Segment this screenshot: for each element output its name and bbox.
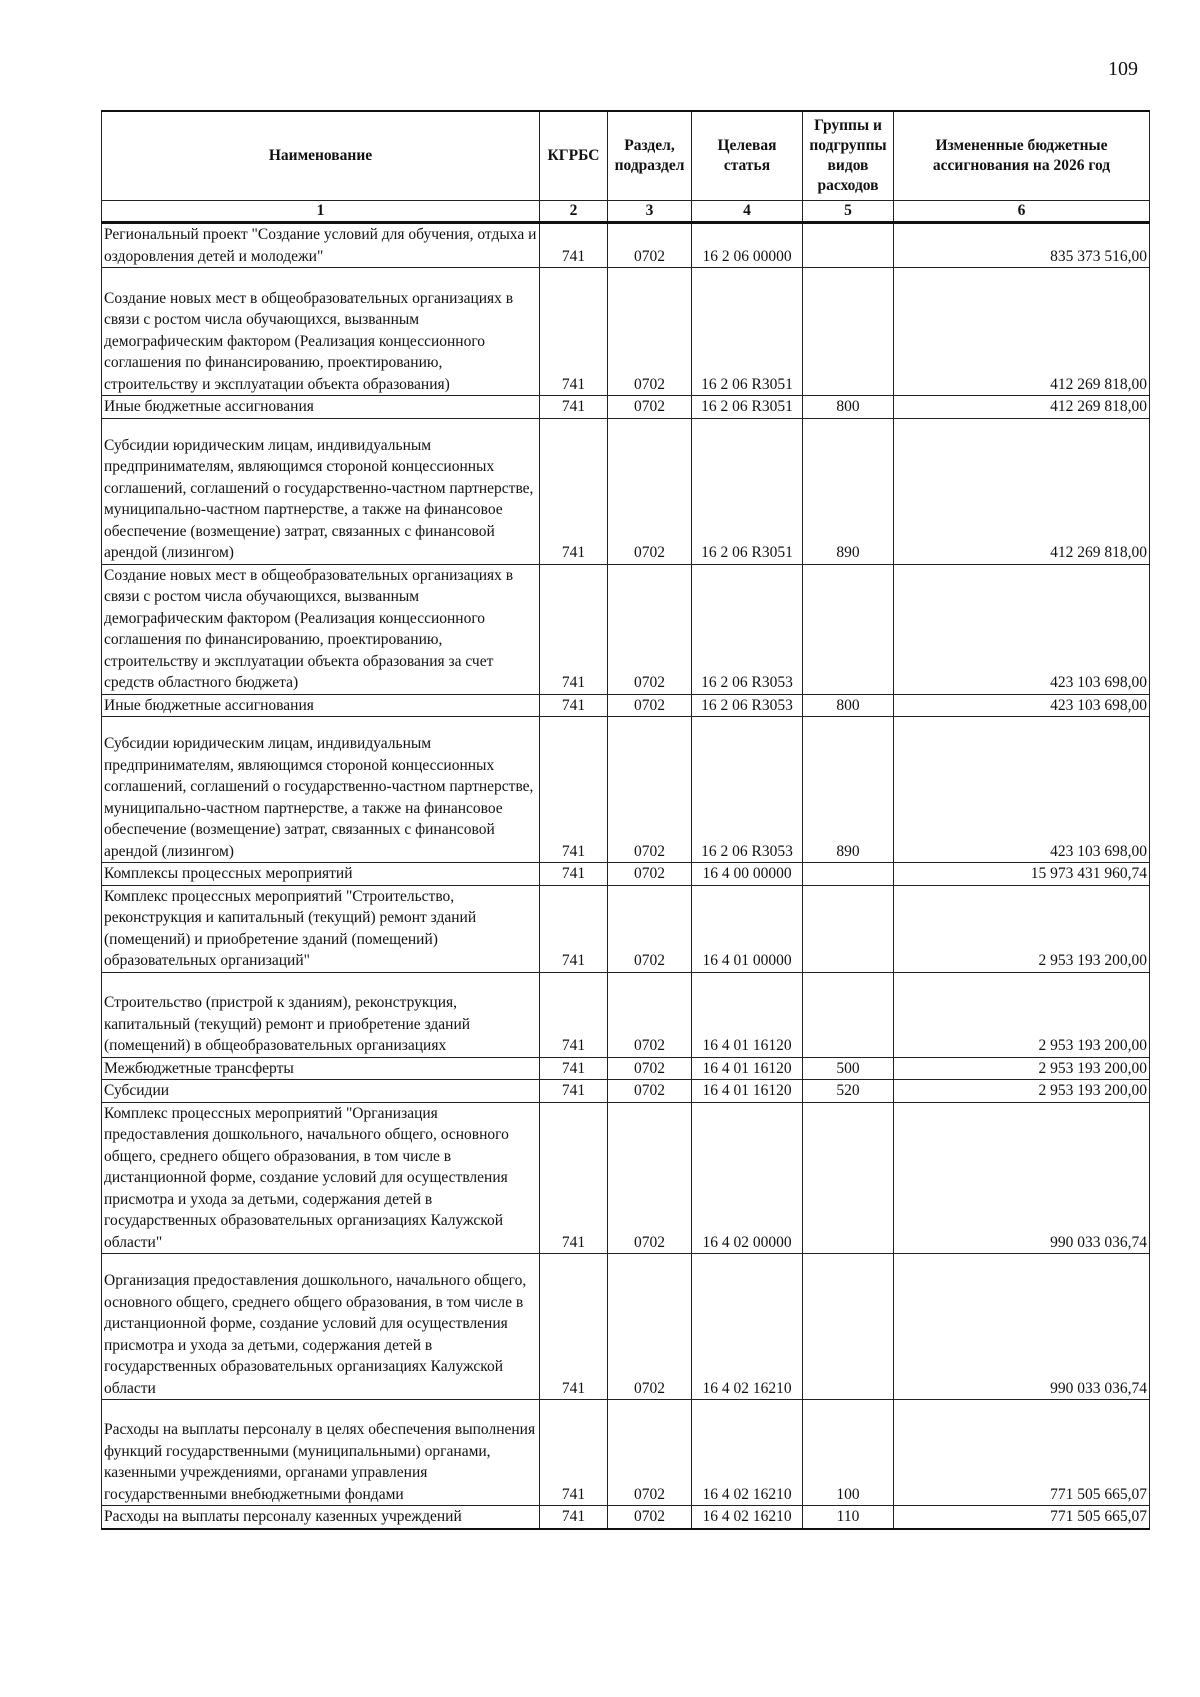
table-row xyxy=(102,564,1150,694)
row-amount: 2 953 193 200,00 xyxy=(894,1080,1150,1103)
table-row xyxy=(102,885,1150,972)
row-target: 16 4 01 16120 xyxy=(692,972,803,1057)
table-row xyxy=(102,418,1150,564)
row-name: Иные бюджетные ассигнования xyxy=(102,694,540,717)
row-name: Иные бюджетные ассигнования xyxy=(102,396,540,419)
row-kgrbs: 741 xyxy=(540,1057,608,1080)
row-section: 0702 xyxy=(608,1506,692,1529)
row-amount: 771 505 665,07 xyxy=(894,1400,1150,1506)
row-group: 890 xyxy=(803,418,894,564)
row-amount: 2 953 193 200,00 xyxy=(894,972,1150,1057)
row-section: 0702 xyxy=(608,396,692,419)
row-kgrbs: 741 xyxy=(540,972,608,1057)
row-target: 16 2 06 00000 xyxy=(692,223,803,268)
row-amount: 423 103 698,00 xyxy=(894,717,1150,863)
row-section: 0702 xyxy=(608,1057,692,1080)
row-amount: 2 953 193 200,00 xyxy=(894,885,1150,972)
row-amount: 835 373 516,00 xyxy=(894,223,1150,268)
row-group: 890 xyxy=(803,717,894,863)
row-group: 520 xyxy=(803,1080,894,1103)
row-target: 16 2 06 R3053 xyxy=(692,564,803,694)
row-amount: 771 505 665,07 xyxy=(894,1506,1150,1529)
table-row xyxy=(102,1400,1150,1506)
row-amount: 423 103 698,00 xyxy=(894,694,1150,717)
row-target: 16 2 06 R3051 xyxy=(692,418,803,564)
row-section: 0702 xyxy=(608,1080,692,1103)
col-number: 6 xyxy=(894,201,1150,223)
row-name: Расходы на выплаты персоналу в целях обеспечения выполнения функций государственными (муниципальными) органами, казенными учреждениями, органами управления государственными внебюджетными фондами xyxy=(102,1400,540,1506)
col-number: 5 xyxy=(803,201,894,223)
row-section: 0702 xyxy=(608,223,692,268)
row-target: 16 4 01 00000 xyxy=(692,885,803,972)
row-amount: 412 269 818,00 xyxy=(894,268,1150,396)
table-row xyxy=(102,1102,1150,1254)
row-amount: 15 973 431 960,74 xyxy=(894,863,1150,886)
row-section: 0702 xyxy=(608,1102,692,1254)
row-target: 16 4 02 16210 xyxy=(692,1254,803,1400)
table-body xyxy=(102,223,1150,1529)
col-header-section: Раздел, подраздел xyxy=(608,111,692,201)
table-row xyxy=(102,863,1150,886)
row-group xyxy=(803,1254,894,1400)
row-section: 0702 xyxy=(608,694,692,717)
table-row xyxy=(102,268,1150,396)
row-kgrbs: 741 xyxy=(540,1080,608,1103)
row-name: Субсидии юридическим лицам, индивидуальным предпринимателям, являющимся стороной концессионных соглашений, соглашений о государственно-частном партнерстве, муниципально-частном партнерстве, а также на финансовое обеспечение (возмещение) затрат, связанных с финансовой арендой (лизингом) xyxy=(102,418,540,564)
row-name: Субсидии xyxy=(102,1080,540,1103)
table-row xyxy=(102,1057,1150,1080)
row-target: 16 4 02 16210 xyxy=(692,1400,803,1506)
row-amount: 412 269 818,00 xyxy=(894,396,1150,419)
row-group: 500 xyxy=(803,1057,894,1080)
row-target: 16 2 06 R3053 xyxy=(692,694,803,717)
row-amount: 412 269 818,00 xyxy=(894,418,1150,564)
row-group: 800 xyxy=(803,694,894,717)
row-group xyxy=(803,564,894,694)
row-target: 16 4 00 00000 xyxy=(692,863,803,886)
row-section: 0702 xyxy=(608,972,692,1057)
row-group xyxy=(803,885,894,972)
row-section: 0702 xyxy=(608,885,692,972)
row-target: 16 4 02 16210 xyxy=(692,1506,803,1529)
row-amount: 2 953 193 200,00 xyxy=(894,1057,1150,1080)
page-number: 109 xyxy=(1108,58,1138,80)
table-row xyxy=(102,396,1150,419)
row-name: Комплекс процессных мероприятий "Строительство, реконструкция и капитальный (текущий) ремонт зданий (помещений) и приобретение зданий (помещений) образовательных организаций" xyxy=(102,885,540,972)
row-kgrbs: 741 xyxy=(540,1506,608,1529)
row-target: 16 4 01 16120 xyxy=(692,1080,803,1103)
row-name: Организация предоставления дошкольного, начального общего, основного общего, среднего общего образования, в том числе в дистанционной форме, создание условий для осуществления присмотра и ухода за детьми, содержания детей в государственных образовательных организациях Калужской области xyxy=(102,1254,540,1400)
row-section: 0702 xyxy=(608,863,692,886)
row-target: 16 4 02 00000 xyxy=(692,1102,803,1254)
row-kgrbs: 741 xyxy=(540,418,608,564)
col-number: 2 xyxy=(540,201,608,223)
row-name: Субсидии юридическим лицам, индивидуальным предпринимателям, являющимся стороной концессионных соглашений, соглашений о государственно-частном партнерстве, муниципально-частном партнерстве, а также на финансовое обеспечение (возмещение) затрат, связанных с финансовой арендой (лизингом) xyxy=(102,717,540,863)
row-name: Межбюджетные трансферты xyxy=(102,1057,540,1080)
col-header-target: Целевая статья xyxy=(692,111,803,201)
table-row xyxy=(102,1080,1150,1103)
row-kgrbs: 741 xyxy=(540,268,608,396)
row-name: Региональный проект "Создание условий для обучения, отдыха и оздоровления детей и молодежи" xyxy=(102,223,540,268)
row-target: 16 2 06 R3053 xyxy=(692,717,803,863)
row-group xyxy=(803,863,894,886)
row-kgrbs: 741 xyxy=(540,1102,608,1254)
row-kgrbs: 741 xyxy=(540,885,608,972)
table-row xyxy=(102,694,1150,717)
row-group: 110 xyxy=(803,1506,894,1529)
row-section: 0702 xyxy=(608,1400,692,1506)
row-group: 100 xyxy=(803,1400,894,1506)
row-group xyxy=(803,268,894,396)
row-section: 0702 xyxy=(608,564,692,694)
row-name: Комплекс процессных мероприятий "Организация предоставления дошкольного, начального общего, основного общего, среднего общего образования, в том числе в дистанционной форме, создание условий для осуществления присмотра и ухода за детьми, содержания детей в государственных образовательных организациях Калужской области" xyxy=(102,1102,540,1254)
row-section: 0702 xyxy=(608,418,692,564)
row-kgrbs: 741 xyxy=(540,694,608,717)
col-header-kgrbs: КГРБС xyxy=(540,111,608,201)
col-number: 4 xyxy=(692,201,803,223)
header-row xyxy=(102,111,1150,201)
row-amount: 990 033 036,74 xyxy=(894,1254,1150,1400)
row-group: 800 xyxy=(803,396,894,419)
table-row xyxy=(102,1506,1150,1529)
row-name: Строительство (пристрой к зданиям), реконструкция, капитальный (текущий) ремонт и приобретение зданий (помещений) в общеобразовательных организациях xyxy=(102,972,540,1057)
row-section: 0702 xyxy=(608,1254,692,1400)
row-name: Создание новых мест в общеобразовательных организациях в связи с ростом числа обучающихся, вызванным демографическим фактором (Реализация концессионного соглашения по финансированию, проектированию, строительству и эксплуатации объекта образования за счет средств областного бюджета) xyxy=(102,564,540,694)
table-row xyxy=(102,717,1150,863)
row-name: Создание новых мест в общеобразовательных организациях в связи с ростом числа обучающихся, вызванным демографическим фактором (Реализация концессионного соглашения по финансированию, проектированию, строительству и эксплуатации объекта образования) xyxy=(102,268,540,396)
row-name: Расходы на выплаты персоналу казенных учреждений xyxy=(102,1506,540,1529)
col-header-name: Наименование xyxy=(102,111,540,201)
row-section: 0702 xyxy=(608,717,692,863)
table-row xyxy=(102,972,1150,1057)
row-target: 16 4 01 16120 xyxy=(692,1057,803,1080)
col-number: 1 xyxy=(102,201,540,223)
col-number: 3 xyxy=(608,201,692,223)
row-kgrbs: 741 xyxy=(540,863,608,886)
budget-table xyxy=(101,110,1150,1530)
row-kgrbs: 741 xyxy=(540,223,608,268)
row-section: 0702 xyxy=(608,268,692,396)
row-amount: 423 103 698,00 xyxy=(894,564,1150,694)
row-group xyxy=(803,1102,894,1254)
col-header-group: Группы и подгруппы видов расходов xyxy=(803,111,894,201)
row-target: 16 2 06 R3051 xyxy=(692,268,803,396)
row-kgrbs: 741 xyxy=(540,717,608,863)
row-target: 16 2 06 R3051 xyxy=(692,396,803,419)
row-kgrbs: 741 xyxy=(540,396,608,419)
row-group xyxy=(803,223,894,268)
column-number-row xyxy=(102,201,1150,223)
row-name: Комплексы процессных мероприятий xyxy=(102,863,540,886)
col-header-amount: Измененные бюджетные ассигнования на 2026 год xyxy=(894,111,1150,201)
row-kgrbs: 741 xyxy=(540,564,608,694)
table-row xyxy=(102,1254,1150,1400)
row-kgrbs: 741 xyxy=(540,1254,608,1400)
row-group xyxy=(803,972,894,1057)
row-amount: 990 033 036,74 xyxy=(894,1102,1150,1254)
table-row xyxy=(102,223,1150,268)
row-kgrbs: 741 xyxy=(540,1400,608,1506)
